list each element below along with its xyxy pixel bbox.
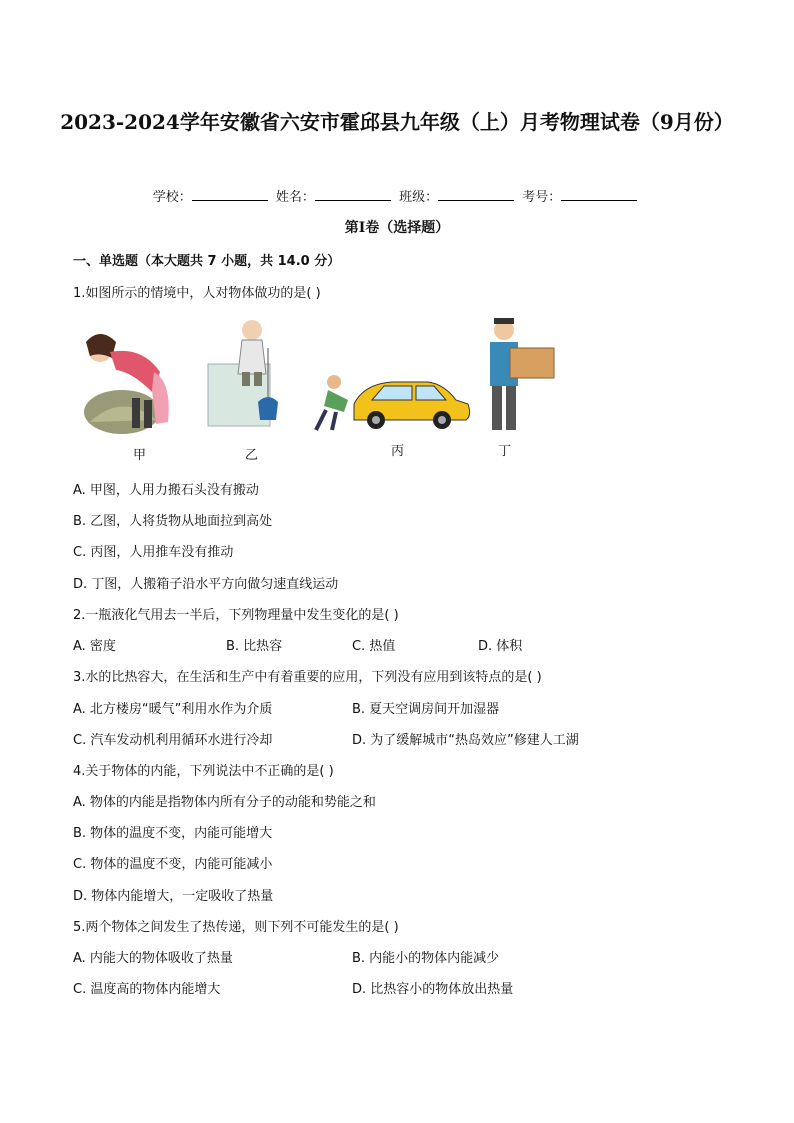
q4-option-d[interactable]: D. 物体内能增大，一定吸收了热量 [73, 889, 274, 904]
q2-option-d[interactable]: D. 体积 [478, 639, 523, 654]
q1-option-c[interactable]: C. 丙图，人用推车没有推动 [73, 545, 234, 560]
q1-option-a[interactable]: A. 甲图，人用力搬石头没有搬动 [73, 483, 259, 498]
q4-stem: 4.关于物体的内能，下列说法中不正确的是( ) [73, 764, 334, 779]
school-blank[interactable] [192, 188, 268, 201]
q1-caption-jia: 甲 [133, 448, 147, 463]
q1-option-b[interactable]: B. 乙图，人将货物从地面拉到高处 [73, 514, 273, 529]
name-label: 姓名： [275, 190, 315, 205]
q3-option-a[interactable]: A. 北方楼房“暖气”利用水作为介质 [73, 702, 273, 717]
q1-caption-bing: 丙 [391, 444, 405, 459]
q1-figure [72, 312, 592, 462]
q1-caption-yi: 乙 [245, 448, 259, 463]
q3-option-c[interactable]: C. 汽车发动机利用循环水进行冷却 [73, 733, 273, 748]
q5-option-d[interactable]: D. 比热容小的物体放出热量 [352, 982, 514, 997]
q1-option-d[interactable]: D. 丁图，人搬箱子沿水平方向做匀速直线运动 [73, 577, 339, 592]
class-label: 班级： [399, 190, 439, 205]
number-label: 考号： [522, 190, 562, 205]
q3-stem: 3.水的比热容大，在生活和生产中有着重要的应用，下列没有应用到该特点的是( ) [73, 670, 542, 685]
q3-option-b[interactable]: B. 夏天空调房间开加湿器 [352, 702, 500, 717]
q2-option-a[interactable]: A. 密度 [73, 639, 116, 654]
class-blank[interactable] [438, 188, 514, 201]
man-pulling-cargo-illustration [208, 320, 278, 426]
q4-option-b[interactable]: B. 物体的温度不变，内能可能增大 [73, 826, 273, 841]
q1-caption-ding: 丁 [498, 444, 512, 459]
q4-option-a[interactable]: A. 物体的内能是指物体内所有分子的动能和势能之和 [73, 795, 376, 810]
school-label: 学校： [152, 190, 192, 205]
q2-stem: 2.一瓶液化气用去一半后，下列物理量中发生变化的是( ) [73, 608, 399, 623]
section-title: 第I卷（选择题） [344, 220, 450, 236]
exam-title: 2023-2024学年安徽省六安市霍邱县九年级（上）月考物理试卷（9月份） [60, 110, 734, 134]
q2-option-c[interactable]: C. 热值 [352, 639, 396, 654]
man-carrying-box-illustration [490, 318, 554, 430]
q5-option-a[interactable]: A. 内能大的物体吸收了热量 [73, 951, 233, 966]
part1-header: 一、单选题（本大题共 7 小题，共 14.0 分） [73, 254, 341, 269]
q3-option-d[interactable]: D. 为了缓解城市“热岛效应”修建人工湖 [352, 733, 579, 748]
q5-stem: 5.两个物体之间发生了热传递，则下列不可能发生的是( ) [73, 920, 399, 935]
q4-option-c[interactable]: C. 物体的温度不变，内能可能减小 [73, 857, 273, 872]
student-info-line [0, 186, 794, 205]
q1-stem: 1.如图所示的情境中，人对物体做功的是( ) [73, 286, 321, 301]
q2-option-b[interactable]: B. 比热容 [226, 639, 283, 654]
boy-pushing-car-illustration [316, 375, 470, 430]
name-blank[interactable] [315, 188, 391, 201]
girl-lifting-rock-illustration [84, 334, 169, 434]
number-blank[interactable] [561, 188, 637, 201]
q5-option-b[interactable]: B. 内能小的物体内能减少 [352, 951, 500, 966]
q5-option-c[interactable]: C. 温度高的物体内能增大 [73, 982, 221, 997]
